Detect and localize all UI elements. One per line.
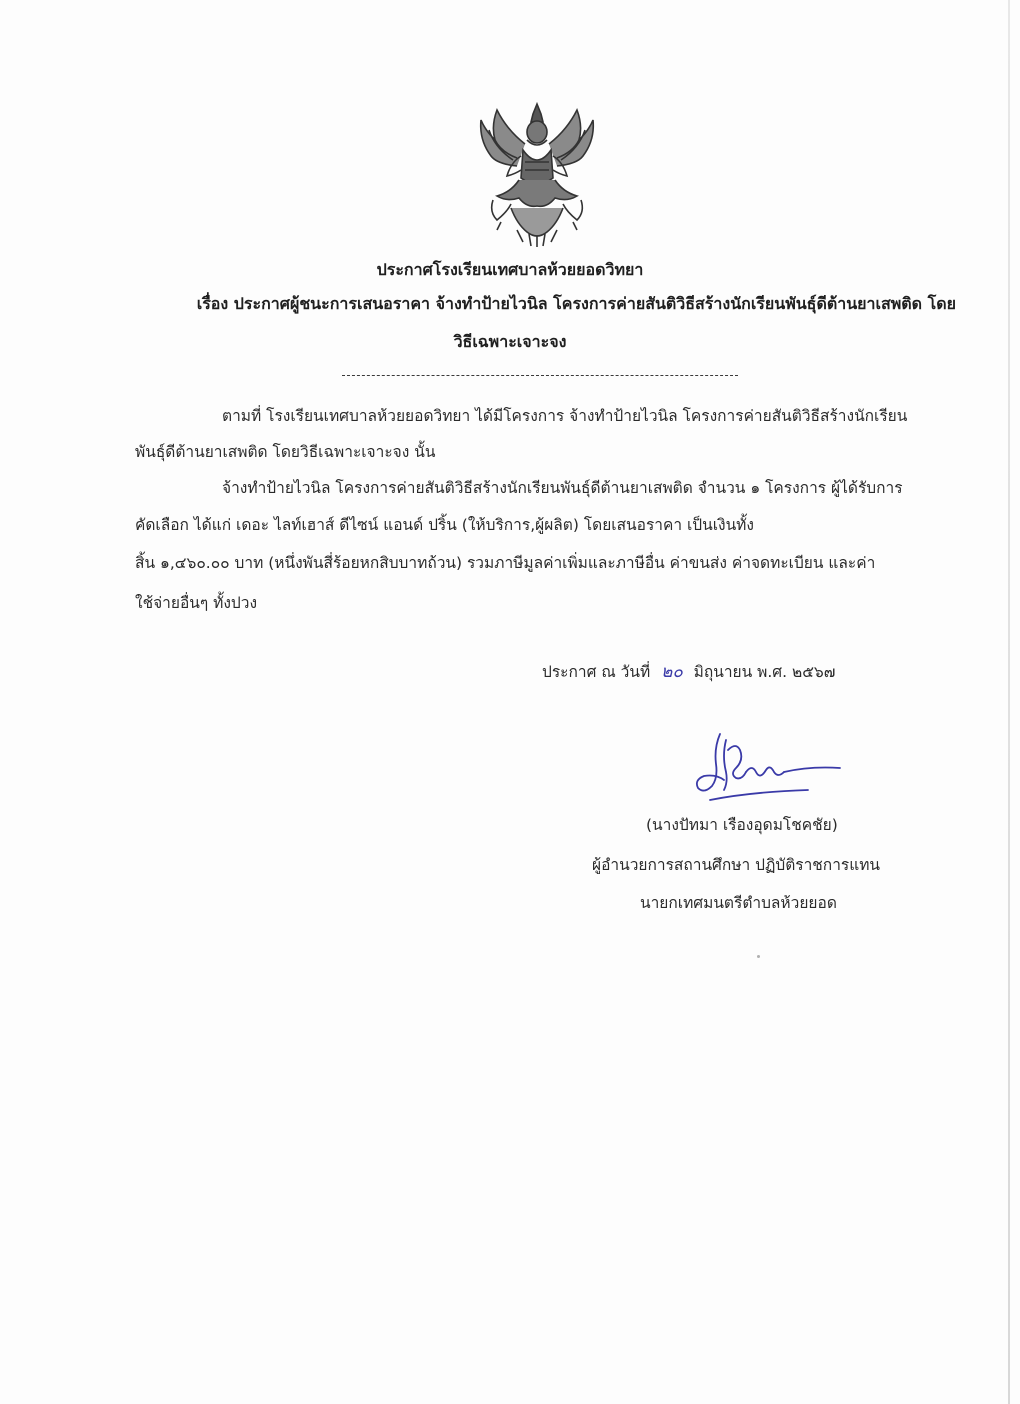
announcement-month-year: มิถุนายน พ.ศ. ๒๕๖๗ — [693, 663, 836, 681]
body-text-line: ตามที่ โรงเรียนเทศบาลห้วยยอดวิทยา ได้มีโครงการ จ้างทำป้ายไวนิล โครงการค่ายสันติวิธีสร้างนักเรียน — [222, 407, 908, 425]
body-text-line: พันธุ์ดีต้านยาเสพติด โดยวิธีเฉพาะเจาะจง นั้น — [135, 443, 436, 461]
body-text-line: สิ้น ๑,๔๖๐.๐๐ บาท (หนึ่งพันสี่ร้อยหกสิบบาทถ้วน) รวมภาษีมูลค่าเพิ่มและภาษีอื่น ค่าขนส่ง ค่าจดทะเบียน และค่า — [135, 554, 876, 572]
announcement-prefix: ประกาศ ณ วันที่ — [542, 663, 651, 681]
divider — [342, 375, 738, 376]
announcement-date — [542, 658, 835, 685]
signatory-on-behalf: นายกเทศมนตรีตำบลห้วยยอด — [640, 894, 837, 912]
document-subject: เรื่อง ประกาศผู้ชนะการเสนอราคา จ้างทำป้ายไวนิล โครงการค่ายสันติวิธีสร้างนักเรียนพันธุ์ดีต้านยาเสพติด โดย — [196, 294, 956, 313]
body-text-line: คัดเลือก ได้แก่ เดอะ ไลท์เฮาส์ ดีไซน์ แอนด์ ปริ้น (ให้บริการ,ผู้ผลิต) โดยเสนอราคา เป็นเงินทั้ง — [135, 516, 754, 534]
document-subject-continued: วิธีเฉพาะเจาะจง — [453, 332, 567, 351]
body-text-line: จ้างทำป้ายไวนิล โครงการค่ายสันติวิธีสร้างนักเรียนพันธุ์ดีต้านยาเสพติด จำนวน ๑ โครงการ ผู้ได้รับการ — [222, 479, 903, 497]
document-title: ประกาศโรงเรียนเทศบาลห้วยยอดวิทยา — [376, 260, 644, 279]
scan-speck — [757, 955, 760, 958]
signatory-name: (นางปัทมา เรืองอุดมโชคชัย) — [646, 816, 838, 834]
scan-edge — [1008, 0, 1010, 1404]
signature-icon — [690, 728, 850, 810]
handwritten-day: ๒๐ — [661, 662, 683, 682]
signatory-position: ผู้อำนวยการสถานศึกษา ปฏิบัติราชการแทน — [592, 856, 881, 874]
body-text-line: ใช้จ่ายอื่นๆ ทั้งปวง — [135, 594, 258, 612]
garuda-emblem-icon — [467, 100, 607, 248]
